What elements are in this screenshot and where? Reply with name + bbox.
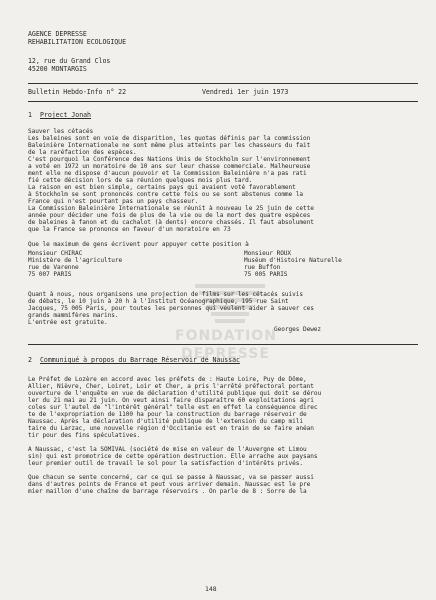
- address-left: 75 007 PARIS: [28, 271, 72, 278]
- s1-line: de baleines à fanon et du cachalot (à dents) encore chassés. Il faut absolument: [28, 219, 314, 226]
- s2-line: te de l'expropriation de 1100 ha pour la construction du barrage réservoir de: [28, 411, 307, 418]
- s1-line: à Stockholm se sont prononcés contre cette fois ou se sont abstenus comme la: [28, 191, 304, 198]
- s2-line: ouverture de l'enquête en vue de déclaration d'utilité publique qui doit se dérou: [28, 390, 322, 397]
- s1-line: a voté en 1972 un moratoire de 10 ans sur leur chasse commerciale. Malheureuse: [28, 163, 311, 170]
- s1-closing: grands mammifères marins.: [28, 312, 119, 319]
- s1-line: France qui n'est pourtant pas un pays chasseur.: [28, 198, 199, 205]
- org-name: AGENCE DEPRESSE: [28, 30, 87, 38]
- section-1-number: 1: [28, 111, 32, 119]
- section-2-heading: Communiqué à propos du Barrage Réservoir de Naussac: [40, 356, 240, 364]
- s2-line: taire du Larzac, une nouvelle région d'Occitanie est en train de se faire anéan: [28, 425, 314, 432]
- signature: Georges Dewez: [274, 326, 322, 333]
- divider: [28, 83, 418, 84]
- address-left: Ministère de l'agriculture: [28, 257, 123, 264]
- divider: [28, 344, 418, 345]
- s2-line: dans d'autres points de France et peut vous arriver demain. Naussac est le pre: [28, 481, 311, 488]
- s1-line: La Commission Baleinière Internationale se réunit à nouveau le 25 juin de cette: [28, 205, 314, 212]
- address-right: 75 005 PARIS: [244, 271, 288, 278]
- watermark-line2: DEPRESSE: [181, 346, 270, 362]
- s1-closing: Jacques, 75 005 Paris, pour toutes les personnes qui veulent aider à sauver ces: [28, 305, 314, 312]
- s1-closing: L'entrée est gratuite.: [28, 319, 108, 326]
- s1-line: que la France se prononce en faveur d'un moratoire en 73: [28, 226, 231, 233]
- page-number: 148: [205, 585, 217, 593]
- s2-line: mier maillon d'une chaîne de barrage réservoirs . On parle de 8 : Sorre de la: [28, 488, 307, 495]
- s1-line: fié cette décision lors de sa réunion quelques mois plus tard.: [28, 177, 253, 184]
- s1-line: de la raréfaction des espèces.: [28, 149, 137, 156]
- section-2-number: 2: [28, 356, 32, 364]
- s1-line: Sauver les cétacés: [28, 128, 94, 135]
- s1-line: C'est pourquoi la Conférence des Nations Unis de Stockholm sur l'environnement: [28, 156, 311, 163]
- address-city: 45200 MONTARGIS: [28, 65, 87, 73]
- s2-line: Le Préfet de Lozère en accord avec les préfets de : Haute Loire, Puy de Dôme,: [28, 376, 307, 383]
- address-right: rue Buffon: [244, 264, 281, 271]
- watermark-line1: FONDATION: [175, 328, 277, 344]
- s2-line: leur premier outil de travail le sol pour la satisfaction d'intérêts privés.: [28, 460, 304, 467]
- address-street: 12, rue du Grand Clos: [28, 57, 111, 65]
- address-right: Muséum d'Histoire Naturelle: [244, 257, 342, 264]
- s2-line: A Naussac, c'est la SOMIVAL (société de mise en valeur de l'Auvergne et Limou: [28, 446, 307, 453]
- s2-line: tir pour des fins spéculatives.: [28, 432, 141, 439]
- s2-line: sin) qui est promotrice de cette opération destruction. Elle arrache aux paysans: [28, 453, 318, 460]
- bulletin-label: Bulletin Hebdo-Info n° 22: [28, 88, 126, 96]
- s1-closing: de débats, le 10 juin à 20 h à l'Institut Océanographique, 195 rue Saint: [28, 298, 289, 305]
- address-right: Monsieur ROUX: [244, 250, 292, 257]
- divider: [28, 101, 418, 102]
- address-left: Monsieur CHIRAC: [28, 250, 83, 257]
- s1-line: ment elle ne dispose d'aucun pouvoir et la Commission Baleinière n'a pas rati: [28, 170, 307, 177]
- org-subtitle: REHABILITATION ECOLOGIQUE: [28, 38, 126, 46]
- address-left: rue de Varenne: [28, 264, 79, 271]
- s2-line: ler du 21 mai au 21 juin. On veut ainsi faire disparaître 60 exploitations agri: [28, 397, 314, 404]
- section-1-heading: Project Jonah: [40, 111, 91, 119]
- s2-line: Allier, Nièvre, Cher, Loiret, Loir et Cher, a pris l'arrêté préfectoral portant: [28, 383, 314, 390]
- s2-line: Que chacun se sente concerné, car ce qui se passe à Naussac, va se passer aussi: [28, 474, 314, 481]
- s1-closing: Quant à nous, nous organisons une projection de films sur les cétacés suivis: [28, 291, 304, 298]
- s1-line: La raison en est bien simple, certains pays qui avaient voté favorablement: [28, 184, 296, 191]
- s2-line: Naussac. Après la déclaration d'utilité publique de l'extension du camp mili: [28, 418, 304, 425]
- bulletin-date: Vendredi 1er juin 1973: [202, 88, 289, 96]
- petition-line: Que le maximum de gens écrivent pour appuyer cette position à: [28, 241, 249, 248]
- s1-line: Les baleines sont en voie de disparition, les quotas définis par la commission: [28, 135, 311, 142]
- s2-line: coles sur l'autel de "l'intérêt général" telle est en effet la conséquence direc: [28, 404, 318, 411]
- s1-line: année pour décider une fois de plus de la vie ou de la mort des quatre espèces: [28, 212, 311, 219]
- s1-line: Baleinière Internationale ne sont même plus atteints par les chasseurs du fait: [28, 142, 311, 149]
